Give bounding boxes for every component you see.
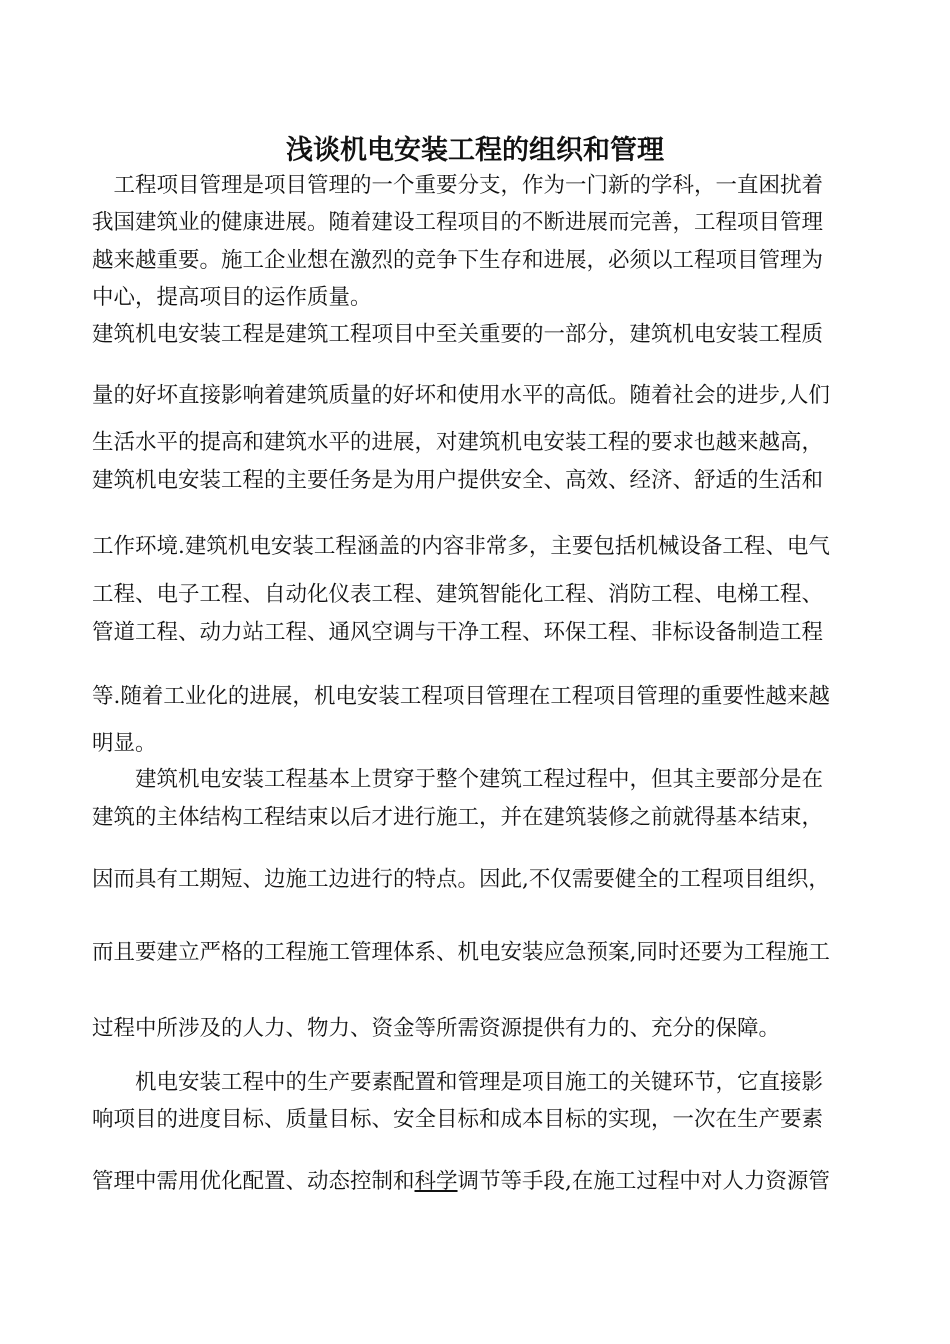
text-line: 建筑机电安装工程的主要任务是为用户提供安全、高效、经济、舒适的生活和 — [92, 468, 824, 493]
text-line: 建筑的主体结构工程结束以后才进行施工，并在建筑装修之前就得基本结束， — [92, 805, 824, 830]
text-line: 建筑机电安装工程是建筑工程项目中至关重要的一部分，建筑机电安装工程质 — [92, 322, 824, 347]
text-line: 我国建筑业的健康进展。随着建设工程项目的不断进展而完善，工程项目管理 — [92, 210, 824, 235]
document-title: 浅谈机电安装工程的组织和管理 — [286, 135, 664, 166]
text-line: 而且要建立严格的工程施工管理体系、机电安装应急预案,同时还要为工程施工 — [92, 940, 830, 965]
text-line: 工程项目管理是项目管理的一个重要分支，作为一门新的学科，一直困扰着 — [92, 173, 824, 198]
text-line: 等.随着工业化的进展，机电安装工程项目管理在工程项目管理的重要性越来越 — [92, 684, 830, 709]
text-line: 建筑机电安装工程基本上贯穿于整个建筑工程过程中，但其主要部分是在 — [92, 767, 824, 792]
text-line: 响项目的进度目标、质量目标、安全目标和成本目标的实现，一次在生产要素 — [92, 1107, 824, 1132]
text-line: 越来越重要。施工企业想在激烈的竞争下生存和进展，必须以工程项目管理为 — [92, 248, 824, 273]
text-line: 明显。 — [92, 731, 157, 756]
text-line: 管道工程、动力站工程、通风空调与干净工程、环保工程、非标设备制造工程 — [92, 620, 824, 645]
text-line-with-link — [92, 1167, 830, 1197]
text-line: 中心，提高项目的运作质量。 — [92, 285, 372, 310]
text-line: 机电安装工程中的生产要素配置和管理是项目施工的关键环节，它直接影 — [92, 1070, 824, 1095]
science-link[interactable]: 科学 — [414, 1169, 458, 1194]
text-segment: 管理中需用优化配置、动态控制和 — [92, 1169, 415, 1194]
text-line: 工作环境.建筑机电安装工程涵盖的内容非常多，主要包括机械设备工程、电气 — [92, 534, 830, 559]
text-line: 过程中所涉及的人力、物力、资金等所需资源提供有力的、充分的保障。 — [92, 1016, 781, 1041]
text-line: 量的好坏直接影响着建筑质量的好坏和使用水平的高低。随着社会的进步,人们 — [92, 383, 830, 408]
text-segment: 调节等手段,在施工过程中对人力资源管 — [457, 1169, 830, 1194]
text-line: 因而具有工期短、边施工边进行的特点。因此,不仅需要健全的工程项目组织， — [92, 867, 830, 892]
text-line: 生活水平的提高和建筑水平的进展，对建筑机电安装工程的要求也越来越高， — [92, 430, 824, 455]
text-line: 工程、电子工程、自动化仪表工程、建筑智能化工程、消防工程、电梯工程、 — [92, 582, 824, 607]
